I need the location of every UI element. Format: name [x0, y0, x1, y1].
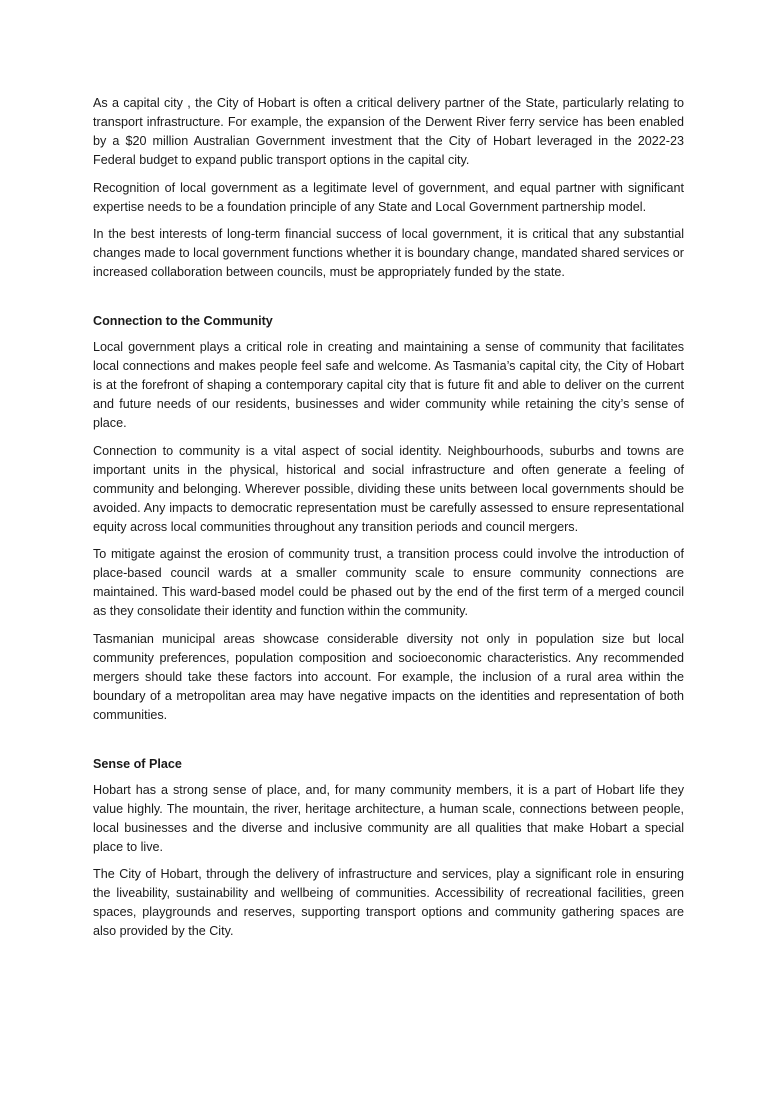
community-paragraph-1: Local government plays a critical role in creating and maintaining a sense of community that facilitates local connections and makes people feel safe and welcome. As Tasmania’s capital city, the City of Hobart is at the forefront of shaping a contemporary capital city that is future fit and able to deliver on the current and future needs of our residents, businesses and wider community while retaining the city’s sense of place.: [93, 340, 684, 430]
place-section: [93, 755, 684, 942]
community-paragraph-4: Tasmanian municipal areas showcase considerable diversity not only in population size but local community preferences, population composition and socioeconomic characteristics. Any recommended mergers should take these factors into account. For example, the inclusion of a rural area within the boundary of a metropolitan area may have negative impacts on the identities and representation of both communities.: [93, 631, 684, 722]
community-paragraph-2: Connection to community is a vital aspect of social identity. Neighbourhoods, suburbs and towns are important units in the physical, historical and social infrastructure and often generate a feeling of community and belonging. Wherever possible, dividing these units between local governments should be avoided. Any impacts to democratic representation must be carefully assessed to ensure representational equity across local communities throughout any transition periods and council mergers.: [93, 443, 684, 534]
place-paragraph-1: Hobart has a strong sense of place, and, for many community members, it is a part of Hobart life they value highly. The mountain, the river, heritage architecture, a human scale, connections between people, local businesses and the diverse and inclusive community are all qualities that make Hobart a special place to live.: [93, 782, 684, 854]
intro-paragraph-1: As a capital city , the City of Hobart is often a critical delivery partner of the State, particularly relating to transport infrastructure. For example, the expansion of the Derwent River ferry service has been enabled by a $20 million Australian Government investment that the City of Hobart leveraged in the 2022-23 Federal budget to expand public transport options in the capital city.: [93, 96, 684, 167]
intro-section: [93, 94, 684, 282]
community-heading: Connection to the Community: [93, 314, 273, 328]
place-paragraph-2: The City of Hobart, through the delivery of infrastructure and services, play a significant role in ensuring the liveability, sustainability and wellbeing of communities. Accessibility of recreational facilities, green spaces, playgrounds and reserves, supporting transport options and community gathering spaces are also provided by the City.: [93, 867, 684, 938]
intro-paragraph-2: Recognition of local government as a legitimate level of government, and equal partner with significant expertise needs to be a foundation principle of any State and Local Government partnership model.: [93, 180, 684, 214]
place-heading: Sense of Place: [93, 756, 182, 771]
community-section: [93, 312, 684, 725]
intro-paragraph-3: In the best interests of long-term financial success of local government, it is critical that any substantial changes made to local government functions whether it is boundary change, mandated shared services or increased collaboration between councils, must be appropriately funded by the state.: [93, 227, 684, 279]
community-paragraph-3: To mitigate against the erosion of community trust, a transition process could involve the introduction of place-based council wards at a smaller community scale to ensure community connections are maintained. This ward-based model could be phased out by the end of the first term of a merged council as they consolidate their identity and function within the community.: [93, 547, 684, 618]
